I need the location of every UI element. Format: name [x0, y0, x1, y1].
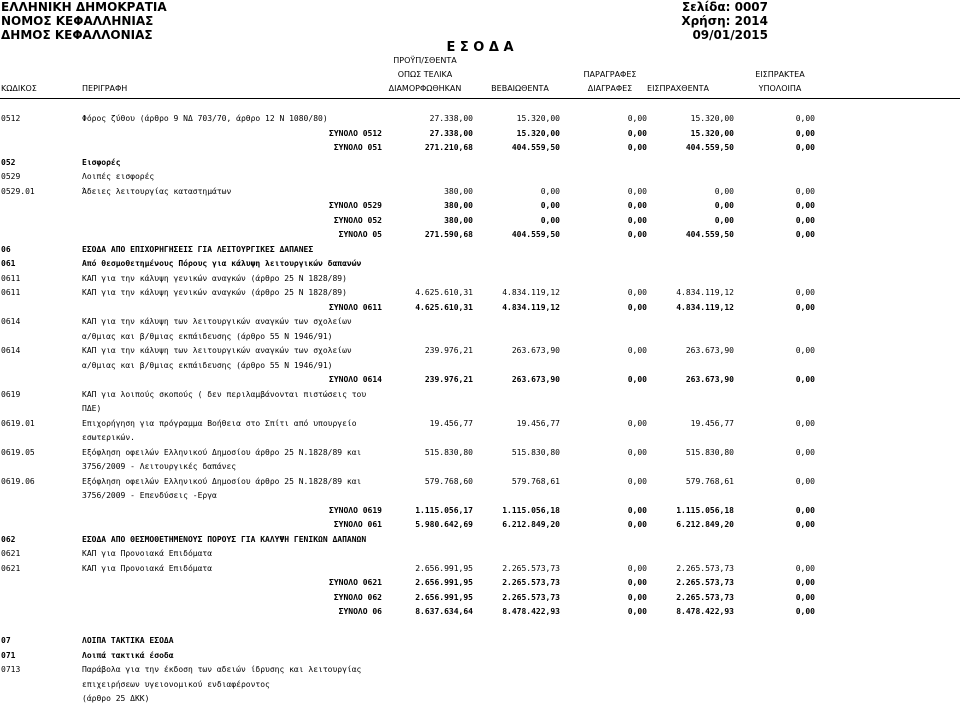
table-row [0, 417, 960, 432]
collected-value: 2.265.573,73 [676, 592, 734, 602]
receivable-value: 0,00 [795, 114, 815, 123]
certified-value: 8.478.422,93 [502, 607, 560, 616]
budget-value: 380,00 [444, 186, 473, 196]
subtotal-label: ΣΥΝΟΛΟ 0512 [329, 128, 382, 138]
certified-value: 0,00 [540, 201, 560, 210]
subtotal-row [0, 141, 960, 156]
revenue-table [0, 112, 960, 707]
collected-value: 15.320,00 [690, 114, 734, 123]
collected-value: 263.673,90 [685, 346, 734, 355]
receivable-value: 0,00 [795, 505, 815, 515]
collected-value: 404.559,50 [685, 230, 734, 239]
description-continuation-row [0, 678, 960, 693]
row-description: Φόρος ζύθου (άρθρο 9 ΝΔ 703/70, άρθρο 12 Ν 1080/80) [82, 114, 328, 123]
table-row [0, 475, 960, 490]
table-row [0, 286, 960, 301]
collected-value: 2.265.573,73 [676, 563, 734, 573]
row-description: επιχειρήσεων υγειονομικού ενδιαφέροντος [82, 679, 270, 689]
table-row [0, 272, 960, 287]
row-code: 0529 [1, 172, 21, 181]
collected-value: 404.559,50 [685, 143, 734, 152]
collected-value: 6.212.849,20 [676, 520, 734, 529]
certified-value: 6.212.849,20 [502, 520, 560, 529]
receivable-value: 0,00 [795, 201, 815, 210]
column-header-limitations: ΠΑΡΑΓΡΑΦΕΣ [583, 70, 637, 79]
row-code: 062 [1, 534, 16, 544]
row-code: 071 [1, 650, 16, 660]
receivable-value: 0,00 [795, 520, 815, 529]
budget-value: 2.656.991,95 [415, 578, 473, 587]
table-row [0, 170, 960, 185]
written-off-value: 0,00 [627, 476, 647, 486]
description-continuation-row [0, 330, 960, 345]
column-header-budget-line3: ΔΙΑΜΟΡΦΩΘΗΚΑΝ [388, 84, 462, 93]
row-description: ΚΑΠ για Προνοιακά Επιδόματα [82, 563, 213, 573]
written-off-value: 0,00 [627, 230, 647, 239]
receivable-value: 0,00 [795, 578, 815, 587]
subtotal-row [0, 591, 960, 606]
table-row [0, 562, 960, 577]
row-code: 0621 [1, 549, 21, 558]
row-description: 3756/2009 - Επενδύσεις -Εργα [82, 491, 217, 500]
certified-value: 4.834.119,12 [502, 302, 560, 312]
section-heading-row [0, 257, 960, 272]
row-code: 052 [1, 157, 16, 167]
certified-value: 2.265.573,73 [502, 578, 560, 587]
row-description: ΛΟΙΠΑ ΤΑΚΤΙΚΑ ΕΣΟΔΑ [82, 636, 174, 645]
row-description: ΠΔΕ) [82, 404, 102, 413]
written-off-value: 0,00 [627, 505, 647, 515]
row-code: 0619.01 [1, 418, 35, 428]
receivable-value: 0,00 [795, 607, 815, 616]
collected-value: 8.478.422,93 [676, 607, 734, 616]
certified-value: 15.320,00 [516, 128, 560, 138]
section-heading-row [0, 634, 960, 649]
column-header-write-offs: ΔΙΑΓΡΑΦΕΣ [587, 84, 633, 93]
receivable-value: 0,00 [795, 346, 815, 355]
written-off-value: 0,00 [627, 186, 647, 196]
table-row [0, 663, 960, 678]
header-rule [0, 98, 960, 99]
collected-value: 15.320,00 [690, 128, 734, 138]
collected-value: 4.834.119,12 [676, 288, 734, 297]
subtotal-label: ΣΥΝΟΛΟ 06 [338, 607, 382, 616]
row-code: 0619 [1, 389, 21, 399]
column-header-balance: ΥΠΟΛΟΙΠΑ [758, 84, 802, 93]
collected-value: 4.834.119,12 [676, 302, 734, 312]
subtotal-row [0, 605, 960, 620]
receivable-value: 0,00 [795, 375, 815, 384]
subtotal-label: ΣΥΝΟΛΟ 0619 [329, 505, 382, 515]
collected-value: 0,00 [714, 186, 734, 196]
section-heading-row [0, 243, 960, 258]
written-off-value: 0,00 [627, 563, 647, 573]
row-code: 0619.06 [1, 476, 35, 486]
written-off-value: 0,00 [627, 346, 647, 355]
row-description: Άδειες λειτουργίας καταστημάτων [82, 186, 232, 196]
receivable-value: 0,00 [795, 563, 815, 573]
subtotal-label: ΣΥΝΟΛΟ 051 [333, 143, 382, 152]
certified-value: 404.559,50 [511, 230, 560, 239]
budget-value: 380,00 [444, 215, 473, 225]
row-description: 3756/2009 - Λειτουργικές δαπάνες [82, 462, 237, 471]
certified-value: 4.834.119,12 [502, 288, 560, 297]
table-row [0, 185, 960, 200]
collected-value: 1.115.056,18 [676, 505, 734, 515]
subtotal-row [0, 373, 960, 388]
written-off-value: 0,00 [627, 114, 647, 123]
description-continuation-row [0, 431, 960, 446]
row-description: ΚΑΠ για λοιπούς σκοπούς ( δεν περιλαμβάνονται πιστώσεις του [82, 389, 367, 399]
row-code: 0611 [1, 273, 21, 283]
budget-value: 579.768,60 [424, 476, 473, 486]
row-code: 0512 [1, 114, 21, 123]
certified-value: 19.456,77 [516, 418, 560, 428]
budget-value: 2.656.991,95 [415, 563, 473, 573]
report-title: Ε Σ Ο Δ Α [446, 40, 514, 55]
table-row [0, 344, 960, 359]
budget-value: 8.637.634,64 [415, 607, 473, 616]
written-off-value: 0,00 [627, 143, 647, 152]
collected-value: 19.456,77 [690, 418, 734, 428]
receivable-value: 0,00 [795, 143, 815, 152]
row-description: ΚΑΠ για Προνοιακά Επιδόματα [82, 549, 213, 558]
spacer-row [0, 620, 960, 635]
column-header-budget-line2: ΟΠΩΣ ΤΕΛΙΚΑ [397, 70, 453, 79]
budget-value: 515.830,80 [424, 447, 473, 457]
section-heading-row [0, 649, 960, 664]
subtotal-row [0, 228, 960, 243]
certified-value: 404.559,50 [511, 143, 560, 152]
budget-value: 19.456,77 [429, 418, 473, 428]
row-code: 07 [1, 636, 11, 645]
subtotal-row [0, 214, 960, 229]
column-header-code: ΚΩΔΙΚΟΣ [1, 84, 37, 93]
subtotal-label: ΣΥΝΟΛΟ 0529 [329, 201, 382, 210]
certified-value: 2.265.573,73 [502, 563, 560, 573]
header-page-number: Σελίδα: 0007 [681, 0, 768, 14]
subtotal-row [0, 199, 960, 214]
receivable-value: 0,00 [795, 302, 815, 312]
subtotal-label: ΣΥΝΟΛΟ 052 [333, 215, 382, 225]
subtotal-row [0, 301, 960, 316]
column-header-description: ΠΕΡΙΓΡΑΦΗ [82, 84, 128, 93]
budget-value: 380,00 [444, 201, 473, 210]
subtotal-label: ΣΥΝΟΛΟ 061 [333, 520, 382, 529]
receivable-value: 0,00 [795, 230, 815, 239]
collected-value: 0,00 [714, 201, 734, 210]
written-off-value: 0,00 [627, 375, 647, 384]
column-header-certified: ΒΕΒΑΙΩΘΕΝΤΑ [491, 84, 549, 93]
written-off-value: 0,00 [627, 578, 647, 587]
written-off-value: 0,00 [627, 418, 647, 428]
collected-value: 263.673,90 [685, 375, 734, 384]
budget-value: 4.625.610,31 [415, 302, 473, 312]
receivable-value: 0,00 [795, 418, 815, 428]
certified-value: 579.768,61 [511, 476, 560, 486]
budget-value: 1.115.056,17 [415, 505, 473, 515]
subtotal-label: ΣΥΝΟΛΟ 0614 [329, 375, 382, 384]
header-date: 09/01/2015 [692, 28, 768, 42]
written-off-value: 0,00 [627, 592, 647, 602]
written-off-value: 0,00 [627, 288, 647, 297]
header-country: ΕΛΛΗΝΙΚΗ ΔΗΜΟΚΡΑΤΙΑ [1, 0, 167, 14]
budget-value: 4.625.610,31 [415, 288, 473, 297]
receivable-value: 0,00 [795, 476, 815, 486]
column-header-collected: ΕΙΣΠΡΑΧΘΕΝΤΑ [647, 84, 709, 93]
collected-value: 0,00 [714, 215, 734, 225]
row-description: ΚΑΠ για την κάλυψη των λειτουργικών αναγκών των σχολείων [82, 346, 352, 355]
written-off-value: 0,00 [627, 215, 647, 225]
row-code: 06 [1, 244, 11, 254]
subtotal-label: ΣΥΝΟΛΟ 0621 [329, 578, 382, 587]
description-continuation-row [0, 489, 960, 504]
subtotal-row [0, 518, 960, 533]
certified-value: 0,00 [540, 215, 560, 225]
written-off-value: 0,00 [627, 520, 647, 529]
row-description: Από θεσμοθετημένους Πόρους για κάλυψη λειτουργικών δαπανών [82, 259, 362, 268]
table-row [0, 315, 960, 330]
certified-value: 2.265.573,73 [502, 592, 560, 602]
row-code: 0611 [1, 288, 21, 297]
section-heading-row [0, 156, 960, 171]
budget-value: 239.976,21 [424, 375, 473, 384]
row-description: ΕΣΟΔΑ ΑΠΟ ΘΕΣΜΟΘΕΤΗΜΕΝΟΥΣ ΠΟΡΟΥΣ ΓΙΑ ΚΑΛΥΨΗ ΓΕΝΙΚΩΝ ΔΑΠΑΝΩΝ [82, 534, 367, 544]
budget-value: 271.210,68 [424, 143, 473, 152]
written-off-value: 0,00 [627, 447, 647, 457]
row-code: 0621 [1, 563, 21, 573]
receivable-value: 0,00 [795, 215, 815, 225]
certified-value: 0,00 [540, 186, 560, 196]
row-description: Παράβολα για την έκδοση των αδειών ίδρυσης και λειτουργίας [82, 665, 362, 674]
row-description: Εισφορές [82, 157, 121, 167]
written-off-value: 0,00 [627, 302, 647, 312]
row-code: 0713 [1, 665, 21, 674]
row-code: 0619.05 [1, 447, 35, 457]
subtotal-row [0, 504, 960, 519]
row-code: 0614 [1, 346, 21, 355]
row-description: ΕΣΟΔΑ ΑΠΟ ΕΠΙΧΟΡΗΓΗΣΕΙΣ ΓΙΑ ΛΕΙΤΟΥΡΓΙΚΕΣ ΔΑΠΑΝΕΣ [82, 244, 314, 254]
certified-value: 1.115.056,18 [502, 505, 560, 515]
subtotal-label: ΣΥΝΟΛΟ 062 [333, 592, 382, 602]
budget-value: 2.656.991,95 [415, 592, 473, 602]
certified-value: 263.673,90 [511, 375, 560, 384]
budget-value: 271.590,68 [424, 230, 473, 239]
row-description: ΚΑΠ για την κάλυψη γενικών αναγκών (άρθρο 25 Ν 1828/89) [82, 288, 347, 297]
description-continuation-row [0, 359, 960, 374]
row-description: ΚΑΠ για την κάλυψη των λειτουργικών αναγκών των σχολείων [82, 317, 352, 326]
budget-value: 239.976,21 [424, 346, 473, 355]
table-row [0, 112, 960, 127]
row-description: Λοιπές εισφορές [82, 172, 155, 181]
certified-value: 515.830,80 [511, 447, 560, 457]
subtotal-row [0, 576, 960, 591]
row-description: ΚΑΠ για την κάλυψη γενικών αναγκών (άρθρο 25 Ν 1828/89) [82, 273, 347, 283]
receivable-value: 0,00 [795, 592, 815, 602]
table-row [0, 446, 960, 461]
row-description: Λοιπά τακτικά έσοδα [82, 650, 174, 660]
receivable-value: 0,00 [795, 288, 815, 297]
column-header-budget-line1: ΠΡΟΫΠ/ΣΘΕΝΤΑ [393, 56, 457, 65]
header-fiscal-year: Χρήση: 2014 [681, 14, 768, 28]
written-off-value: 0,00 [627, 201, 647, 210]
receivable-value: 0,00 [795, 128, 815, 138]
description-continuation-row [0, 692, 960, 707]
budget-value: 27.338,00 [429, 114, 473, 123]
collected-value: 579.768,61 [685, 476, 734, 486]
certified-value: 263.673,90 [511, 346, 560, 355]
budget-value: 27.338,00 [429, 128, 473, 138]
subtotal-label: ΣΥΝΟΛΟ 0611 [329, 302, 382, 312]
collected-value: 515.830,80 [685, 447, 734, 457]
row-code: 061 [1, 259, 16, 268]
header-municipality: ΔΗΜΟΣ ΚΕΦΑΛΛΟΝΙΑΣ [1, 28, 153, 42]
row-description: α/θμιας και β/θμιας εκπάιδευσης (άρθρο 55 Ν 1946/91) [82, 331, 333, 341]
receivable-value: 0,00 [795, 186, 815, 196]
row-description: (άρθρο 25 ΔΚΚ) [82, 694, 150, 703]
row-code: 0614 [1, 317, 21, 326]
receivable-value: 0,00 [795, 447, 815, 457]
row-description: Εξόφληση οφειλών Ελληνικού Δημοσίου άρθρο 25 Ν.1828/89 και [82, 447, 362, 457]
row-description: εσωτερικών. [82, 433, 135, 442]
section-heading-row [0, 533, 960, 548]
written-off-value: 0,00 [627, 607, 647, 616]
written-off-value: 0,00 [627, 128, 647, 138]
row-description: Εξόφληση οφειλών Ελληνικού Δημοσίου άρθρο 25 Ν.1828/89 και [82, 476, 362, 486]
budget-value: 5.980.642,69 [415, 520, 473, 529]
header-prefecture: ΝΟΜΟΣ ΚΕΦΑΛΛΗΝΙΑΣ [1, 14, 154, 28]
subtotal-row [0, 127, 960, 142]
row-code: 0529.01 [1, 186, 35, 196]
row-description: Επιχορήγηση για πρόγραμμα Βοήθεια στο Σπίτι από υπουργείο [82, 418, 357, 428]
description-continuation-row [0, 402, 960, 417]
description-continuation-row [0, 460, 960, 475]
row-description: α/θμιας και β/θμιας εκπάιδευσης (άρθρο 55 Ν 1946/91) [82, 360, 333, 370]
certified-value: 15.320,00 [516, 114, 560, 123]
collected-value: 2.265.573,73 [676, 578, 734, 587]
column-header-receivable: ΕΙΣΠΡΑΚΤΕΑ [755, 70, 805, 79]
table-row [0, 547, 960, 562]
subtotal-label: ΣΥΝΟΛΟ 05 [338, 230, 382, 239]
table-row [0, 388, 960, 403]
